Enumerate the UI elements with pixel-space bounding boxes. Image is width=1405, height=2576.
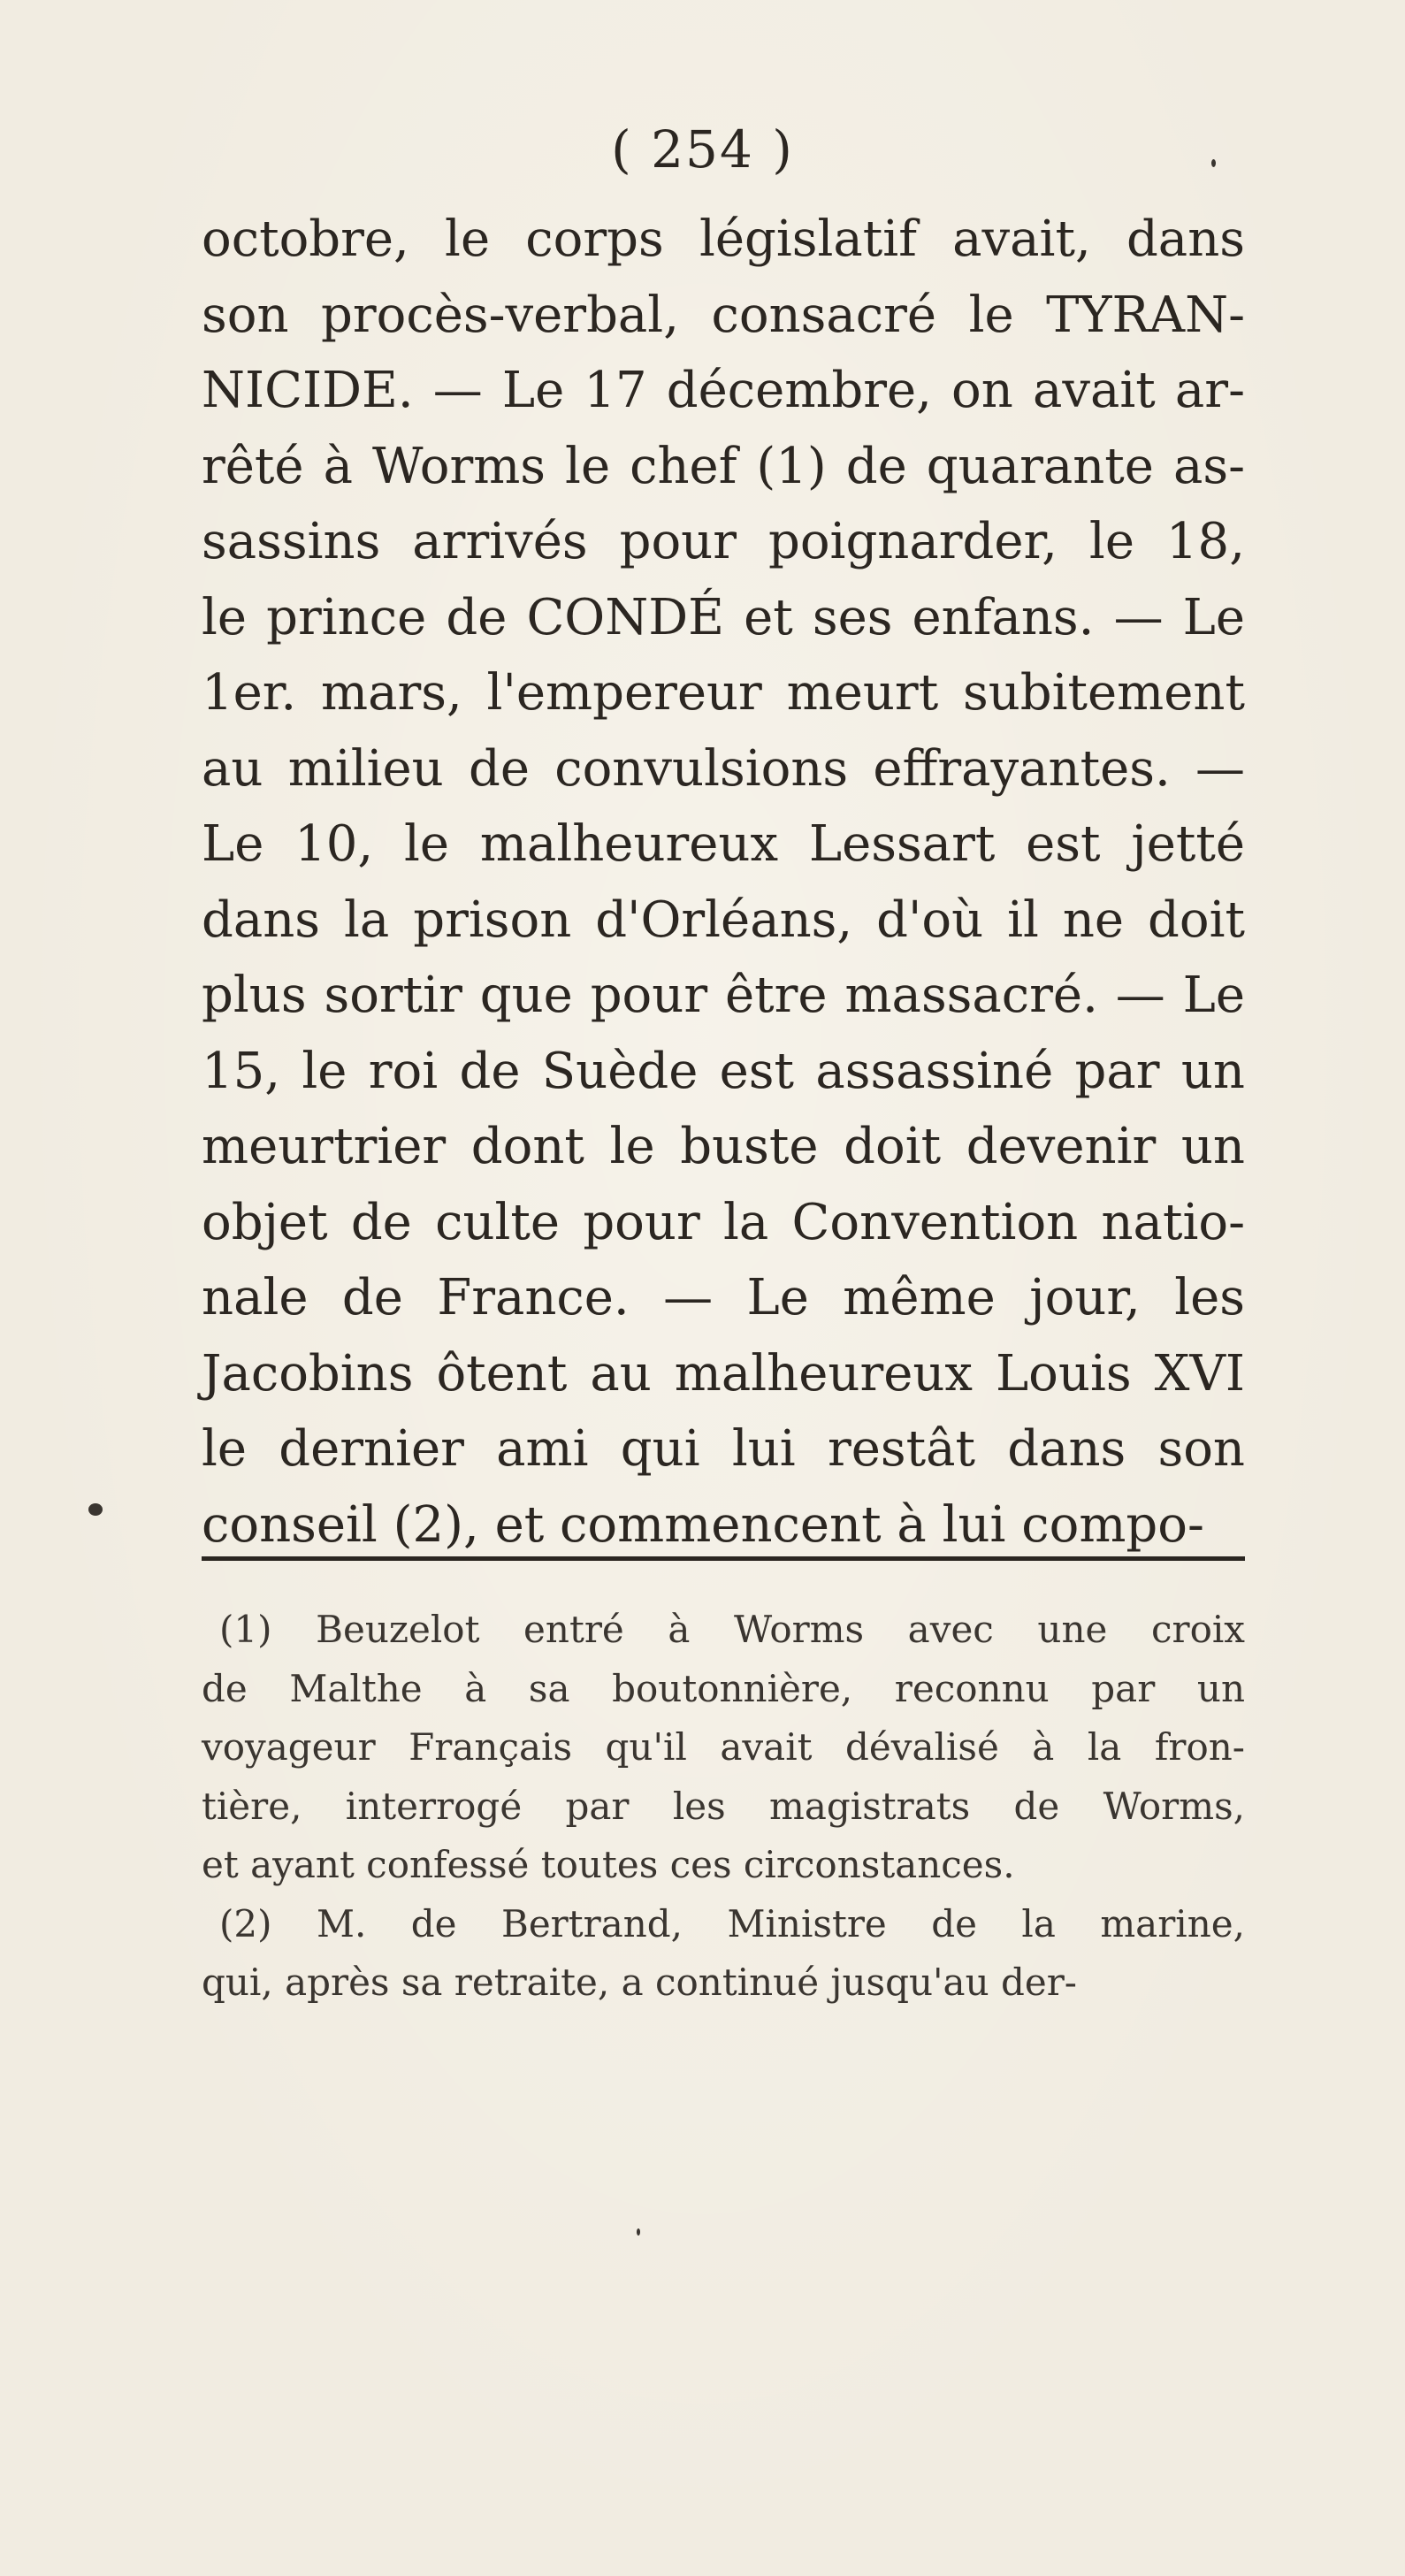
body-line: plus sortir que pour être massacré. — Le [202,967,1245,1024]
body-line: objet de culte pour la Convention natio- [202,1193,1245,1251]
body-line: meurtrier dont le buste doit devenir un [202,1118,1245,1175]
body-line: au milieu de convulsions effrayantes. — [202,739,1245,798]
body-line: octobre, le corps législatif avait, dans [202,210,1245,268]
footnote-line: qui, après sa retraite, a continué jusqu'au der- [202,1961,1077,2004]
body-line: NICIDE. — Le 17 décembre, on avait ar- [202,362,1245,419]
body-line: le dernier ami qui lui restât dans son [202,1420,1245,1478]
body-line: le prince de CONDÉ et ses enfans. — Le [202,588,1245,646]
body-line: sassins arrivés pour poignarder, le 18, [202,513,1245,570]
ink-speck [1211,159,1216,167]
body-line: Le 10, le malheureux Lessart est jetté [202,815,1245,873]
body-line: 1er. mars, l'empereur meurt subitement [202,664,1245,722]
body-line: nale de France. — Le même jour, les [202,1269,1245,1326]
ink-speck [637,2228,640,2236]
main-text-block [202,202,1245,1563]
footnote-line: voyageur Français qu'il avait dévalisé à la fron- [202,1725,1245,1769]
page-number-header: ( 254 ) [611,119,794,180]
body-line: dans la prison d'Orléans, d'où il ne doit [202,891,1245,949]
footnote-line: tière, interrogé par les magistrats de Worms, [202,1784,1245,1828]
footnote-line: (2) M. de Bertrand, Ministre de la marine, [219,1901,1245,1945]
footnote-line: de Malthe à sa boutonnière, reconnu par un [202,1666,1245,1710]
footnote-line: (1) Beuzelot entré à Worms avec une croix [219,1608,1245,1651]
body-line: rêté à Worms le chef (1) de quarante as- [202,437,1245,495]
footnotes-block [202,1601,1245,2013]
footnote-line: et ayant confessé toutes ces circonstances. [202,1843,1015,1886]
ink-speck [88,1503,103,1516]
body-line: conseil (2), et commencent à lui compo- [202,1495,1204,1554]
body-line: 15, le roi de Suède est assassiné par un [202,1042,1245,1100]
footnote-separator-rule [202,1556,1245,1561]
body-line: son procès-verbal, consacré le TYRAN- [202,286,1245,344]
body-line: Jacobins ôtent au malheureux Louis XVI [202,1344,1245,1403]
